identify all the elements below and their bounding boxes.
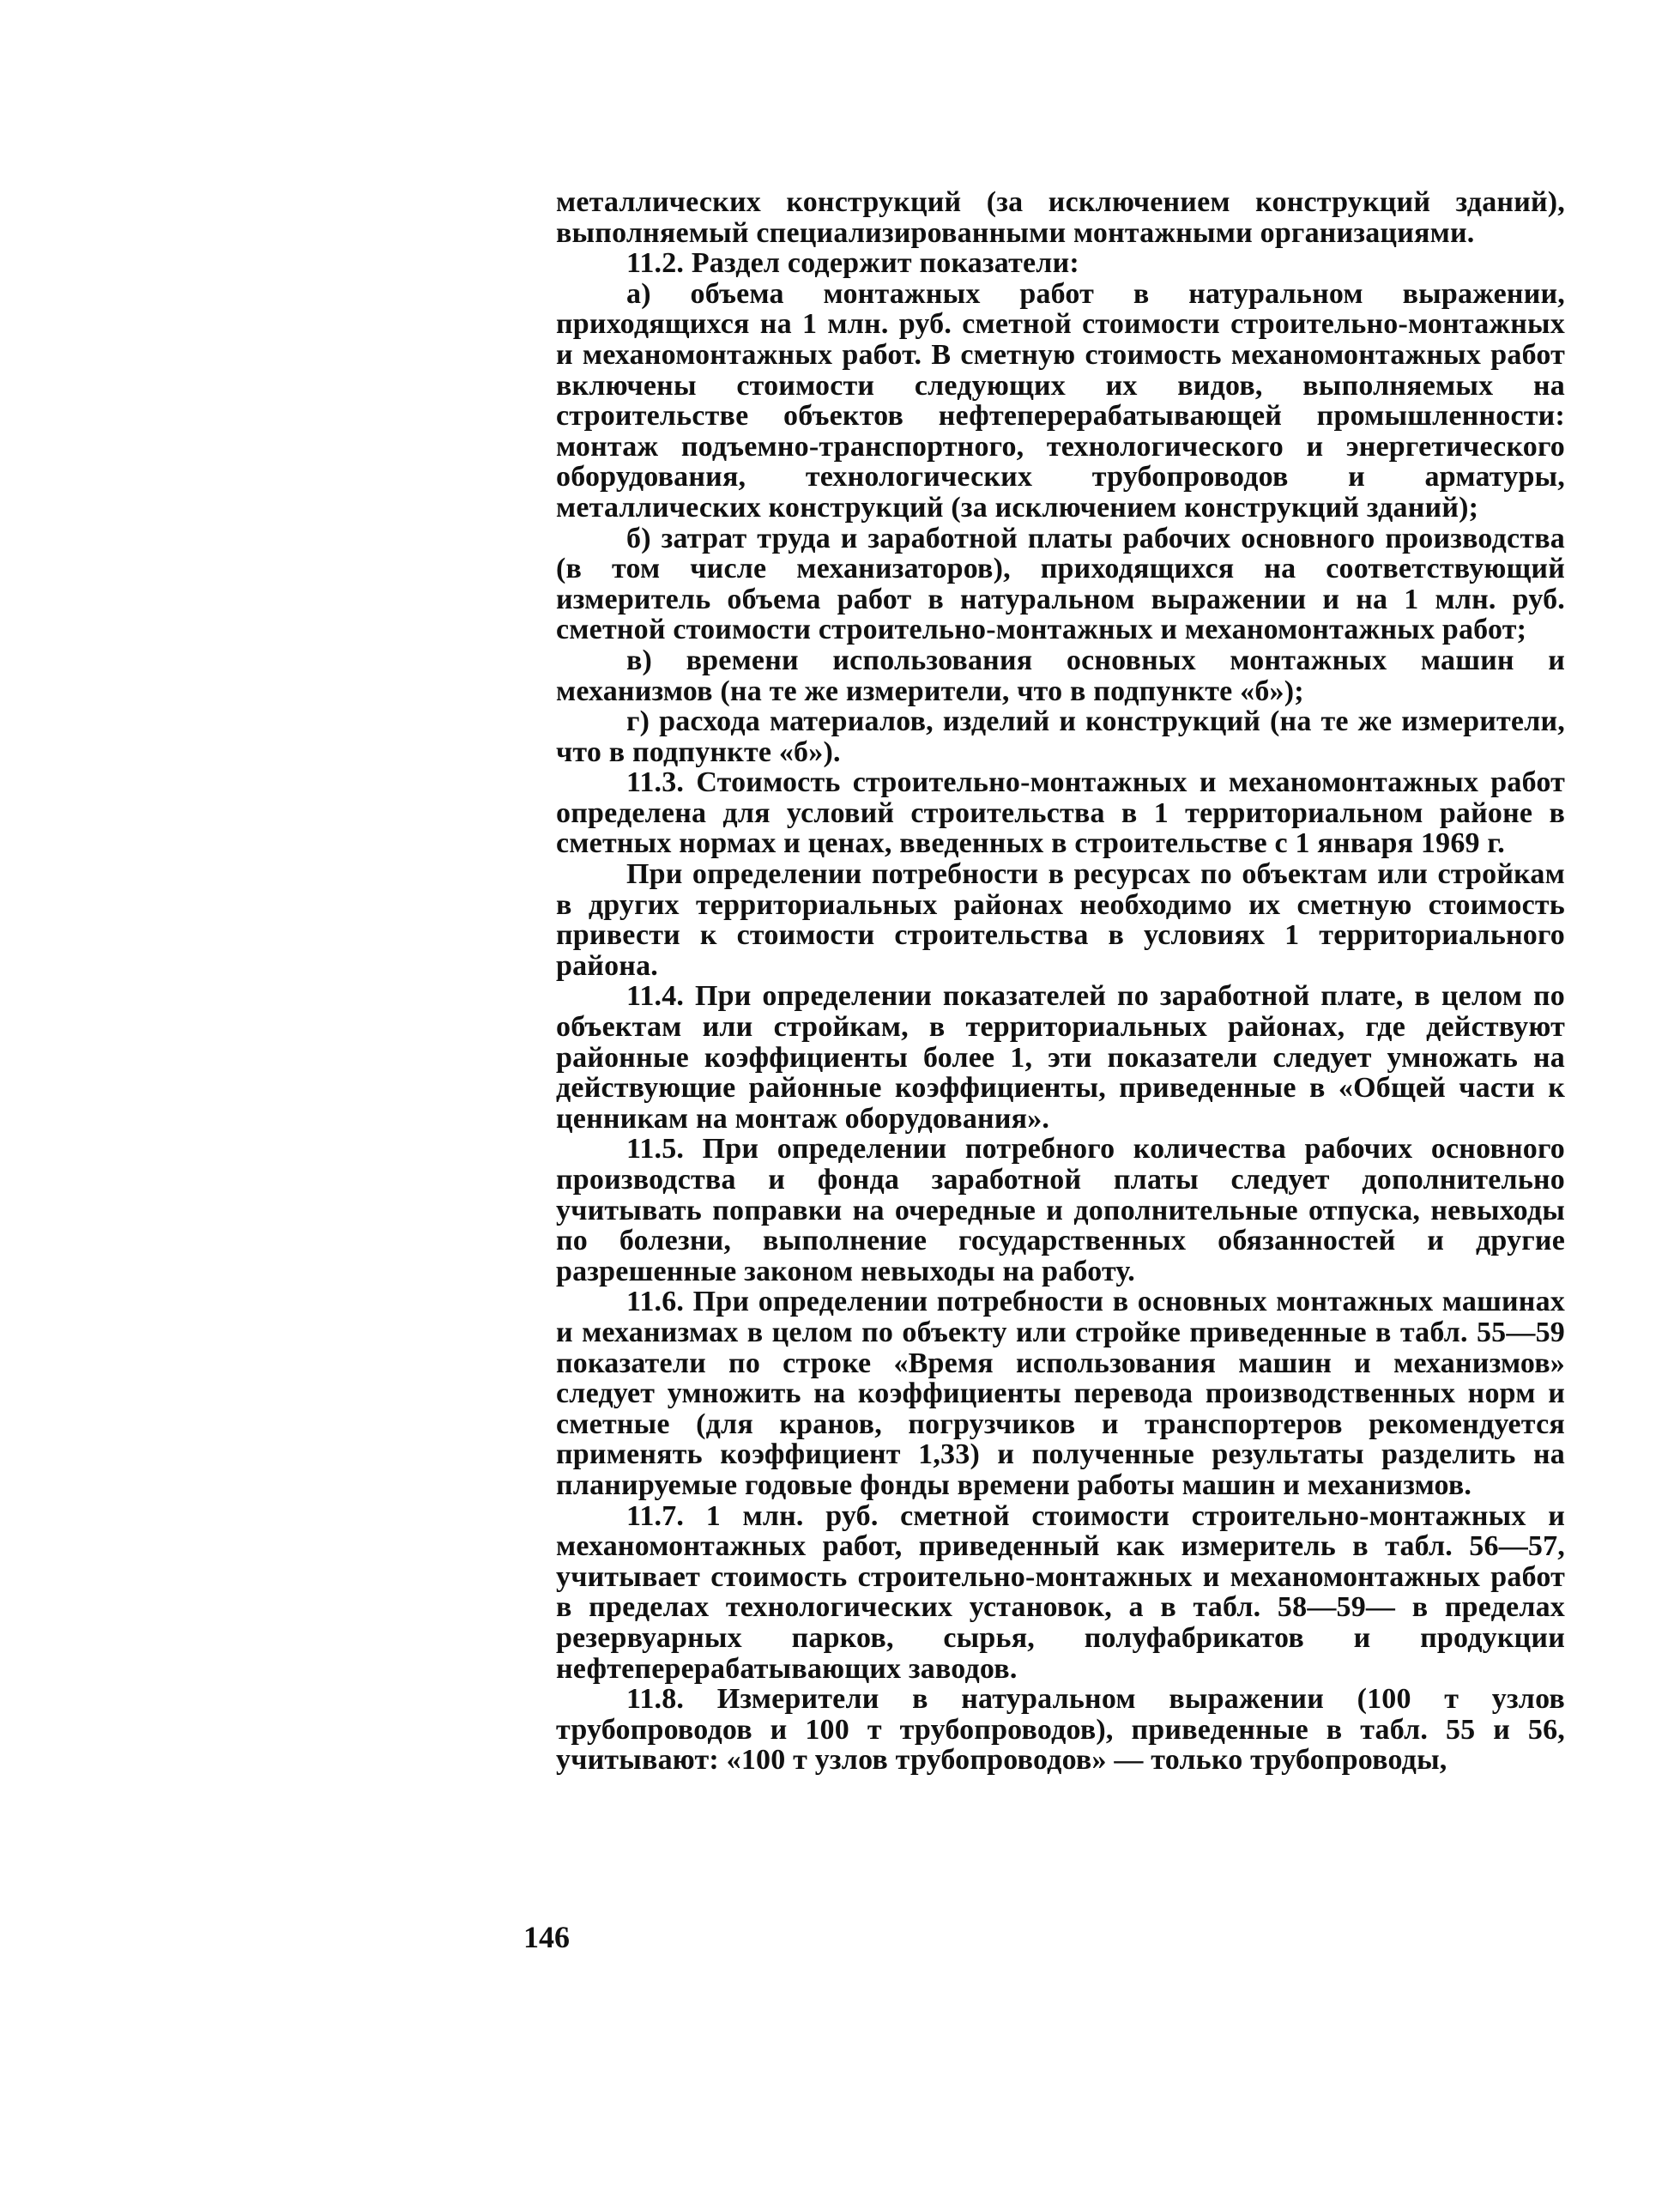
- paragraph-11-3-note: При определении потребности в ресурсах по объектам или стройкам в других территориальных районах необходимо их сметную стоимость привести к стоимости строительства в условиях 1 территориального района.: [556, 858, 1565, 982]
- paragraph-11-3: 11.3. Стоимость строительно-монтажных и механомонтажных работ определена для условий строительства в 1 территориальном районе в сметных нормах и ценах, введенных в строительстве с 1 января 1969 г.: [556, 766, 1565, 860]
- paragraph-11-6: 11.6. При определении потребности в основных монтажных машинах и механизмах в целом по объекту или стройке приведенные в табл. 55—59 показатели по строке «Время использования машин и механизмов» следует умножить на коэффициенты перевода производственных норм и сметные (для кранов, погрузчиков и транспортеров рекомендуется применять коэффициент 1,33) и полученные результаты разделить на планируемые годовые фонды времени работы машин и механизмов.: [556, 1286, 1565, 1501]
- paragraph-11-2-b: б) затрат труда и заработной платы рабочих основного производства (в том числе механизаторов), приходящихся на соответствующий измеритель объема работ в натуральном выражении и на 1 млн. руб. сметной стоимости строительно-монтажных и механомонтажных работ;: [556, 522, 1565, 646]
- text-block: [556, 187, 1565, 1776]
- page-body: [556, 187, 1565, 1776]
- paragraph-11-2-v: в) времени использования основных монтажных машин и механизмов (на те же измерители, что в подпункте «б»);: [556, 644, 1565, 707]
- paragraph-11-2: 11.2. Раздел содержит показатели:: [626, 247, 1079, 280]
- paragraph-continuation: металлических конструкций (за исключением конструкций зданий), выполняемый специализированными монтажными организациями.: [556, 186, 1565, 249]
- paragraph-11-4: 11.4. При определении показателей по заработной плате, в целом по объектам или стройкам, в территориальных районах, где действуют районные коэффициенты более 1, эти показатели следует умножать на действующие районные коэффициенты, приведенные в «Общей части к ценникам на монтаж оборудования».: [556, 980, 1565, 1135]
- paragraph-11-2-a: а) объема монтажных работ в натуральном выражении, приходящихся на 1 млн. руб. сметной стоимости строительно-монтажных и механомонтажных работ. В сметную стоимость механомонтажных работ включены стоимости следующих их видов, выполняемых на строительстве объектов нефтеперерабатывающей промышленности: монтаж подъемно-транспортного, технологического и энергетического оборудования, технологических трубопроводов и арматуры, металлических конструкций (за исключением конструкций зданий);: [556, 277, 1565, 524]
- paragraph-11-7: 11.7. 1 млн. руб. сметной стоимости строительно-монтажных и механомонтажных работ, приведенный как измеритель в табл. 56—57, учитывает стоимость строительно-монтажных и механомонтажных работ в пределах технологических установок, а в табл. 58—59— в пределах резервуарных парков, сырья, полуфабрикатов и продукции нефтеперерабатывающих заводов.: [556, 1499, 1565, 1685]
- paragraph-11-8: 11.8. Измерители в натуральном выражении (100 т узлов трубопроводов и 100 т трубопроводов), приведенные в табл. 55 и 56, учитывают: «100 т узлов трубопроводов» — только трубопроводы,: [556, 1683, 1565, 1777]
- page-number: 146: [523, 1920, 570, 1954]
- paragraph-11-5: 11.5. При определении потребного количества рабочих основного производства и фонда заработной платы следует дополнительно учитывать поправки на очередные и дополнительные отпуска, невыходы по болезни, выполнение государственных обязанностей и другие разрешенные законом невыходы на работу.: [556, 1133, 1565, 1287]
- paragraph-11-2-g: г) расхода материалов, изделий и конструкций (на те же измерители, что в подпункте «б»).: [556, 705, 1565, 768]
